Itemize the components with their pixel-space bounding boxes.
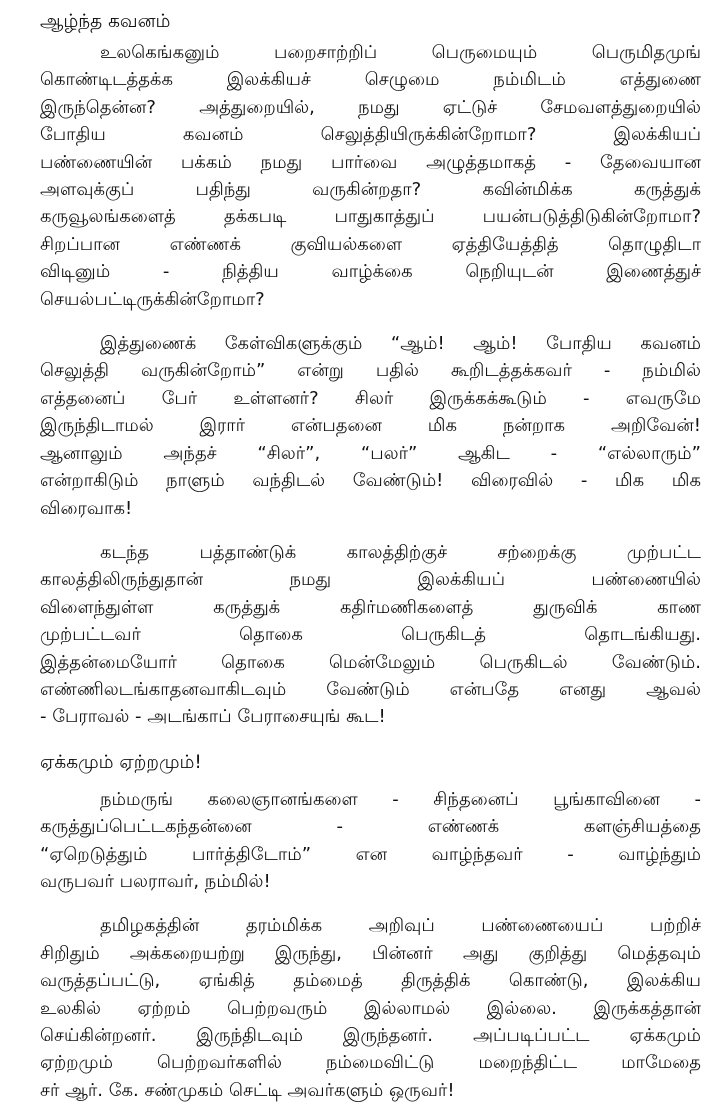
paragraph-line: - பேராவல் - அடங்காப் பேராசையுங் கூட! <box>40 706 386 728</box>
paragraph-line: இத்தன்மையோர் தொகை மென்மேலும் பெருகிடல் வேண்டும். <box>40 651 701 673</box>
paragraph-line: எண்ணிலடங்காதனவாகிடவும் வேண்டும் என்பதே எனது ஆவல் <box>40 678 701 700</box>
paragraph-line: ஏற்றமும் பெற்றவர்களில் நம்மைவிட்டு மறைந்திட்ட மாமேதை <box>40 1052 701 1074</box>
paragraph-line: கருவூலங்களைத் தக்கபடி பாதுகாத்துப் பயன்படுத்திடுகின்றோமா? <box>40 206 701 228</box>
paragraph-line: செய்கின்றனர். இருந்திடவும் இருந்தனர். அப்படிப்பட்ட ஏக்கமும் <box>40 1025 701 1046</box>
paragraph-line: இருந்திடாமல் இரார் என்பதனை மிக நன்றாக அறிவேன்! <box>40 415 701 437</box>
paragraph-spacer <box>40 895 701 912</box>
paragraph-line: காலத்திலிருந்துதான் நமது இலக்கியப் பண்ணையில் <box>40 569 701 591</box>
paragraph-line: போதிய கவனம் செலுத்தியிருக்கின்றோமா? இலக்கியப் <box>40 124 701 146</box>
section-spacer <box>40 731 701 749</box>
paragraph-spacer <box>40 313 701 330</box>
paragraph-4 <box>40 786 701 896</box>
paragraph-line: முற்பட்டவர் தொகை பெருகிடத் தொடங்கியது. <box>40 624 701 646</box>
paragraph-line: உலகில் ஏற்றம் பெற்றவரும் இல்லாமல் இல்லை. இருக்கத்தான் <box>40 997 701 1019</box>
paragraph-line: விளைந்துள்ள கருத்துக் கதிர்மணிகளைத் துருவிக் காண <box>40 596 701 618</box>
paragraph-line: எத்தனைப் பேர் உள்ளனர்? சிலர் இருக்கக்கூடும் - எவருமே <box>40 387 701 409</box>
paragraph-line: கடந்த பத்தாண்டுக் காலத்திற்குச் சற்றைக்கு முற்பட்ட <box>100 541 701 563</box>
paragraph-line: தமிழகத்தின் தரம்மிக்க அறிவுப் பண்ணையைப் பற்றிச் <box>100 915 701 937</box>
paragraph-line: உலகெங்கனும் பறைசாற்றிப் பெருமையும் பெருமிதமுங் <box>100 42 701 63</box>
paragraph-line: வருத்தப்பட்டு, ஏங்கித் தம்மைத் திருத்திக் கொண்டு, இலக்கிய <box>40 970 701 992</box>
paragraph-5 <box>40 912 701 1104</box>
paragraph-line: வருபவர் பலராவர், நம்மில்! <box>40 870 271 892</box>
paragraph-line: என்றாகிடும் நாளும் வந்திடல் வேண்டும்! விரைவில் - மிக மிக <box>40 470 701 492</box>
paragraph-line: கொண்டிடத்தக்க இலக்கியச் செழுமை நம்மிடம் எத்துணை <box>40 69 701 91</box>
paragraph-2 <box>40 330 701 522</box>
paragraph-line: விடினும் - நித்திய வாழ்க்கை நெறியுடன் இணைத்துச் <box>40 261 701 283</box>
paragraph-line: ஆனாலும் அந்தச் “சிலர்”, “பலர்” ஆகிட - “எல்லாரும்” <box>40 442 701 464</box>
section-heading-deep-attention: ஆழ்ந்த கவனம் <box>40 11 171 32</box>
paragraph-line: சிறிதும் அக்கறையற்று இருந்து, பின்னர் அது குறித்து மெத்தவும் <box>40 942 701 964</box>
paragraph-line: அளவுக்குப் பதிந்து வருகின்றதா? கவின்மிக்க கருத்துக் <box>40 179 701 201</box>
paragraph-line: செலுத்தி வருகின்றோம்” என்று பதில் கூறிடத்தக்கவர் - நம்மில் <box>40 360 701 382</box>
paragraph-1 <box>40 39 701 313</box>
paragraph-line: இருந்தென்ன? அத்துறையில், நமது ஏட்டுச் சேமவளத்துறையில் <box>40 96 701 118</box>
section-heading-longing-and-rise: ஏக்கமும் ஏற்றமும்! <box>40 751 202 773</box>
paragraph-line: சிறப்பான எண்ணக் குவியல்களை ஏத்தியேத்தித் தொழுதிடா <box>40 233 701 255</box>
paragraph-line: “ஏறெடுத்தும் பார்த்திடோம்” என வாழ்ந்தவர் - வாழ்ந்தும் <box>40 843 701 865</box>
paragraph-spacer <box>40 522 701 539</box>
paragraph-line: இத்துணைக் கேள்விகளுக்கும் “ஆம்! ஆம்! போதிய கவனம் <box>100 333 701 355</box>
paragraph-line: செயல்பட்டிருக்கின்றோமா? <box>40 288 265 310</box>
paragraph-3 <box>40 539 701 731</box>
paragraph-line: சர் ஆர். கே. சண்முகம் செட்டி அவர்களும் ஒருவர்! <box>40 1079 455 1101</box>
paragraph-line: கருத்துப்பெட்டகந்தன்னை - எண்ணக் களஞ்சியத்தை <box>40 816 701 838</box>
paragraph-line: பண்ணையின் பக்கம் நமது பார்வை அழுத்தமாகத் - தேவையான <box>40 151 701 173</box>
paragraph-line: விரைவாக! <box>40 497 133 519</box>
paragraph-line: நம்மருங் கலைஞானங்களை - சிந்தனைப் பூங்காவினை - <box>100 788 701 810</box>
